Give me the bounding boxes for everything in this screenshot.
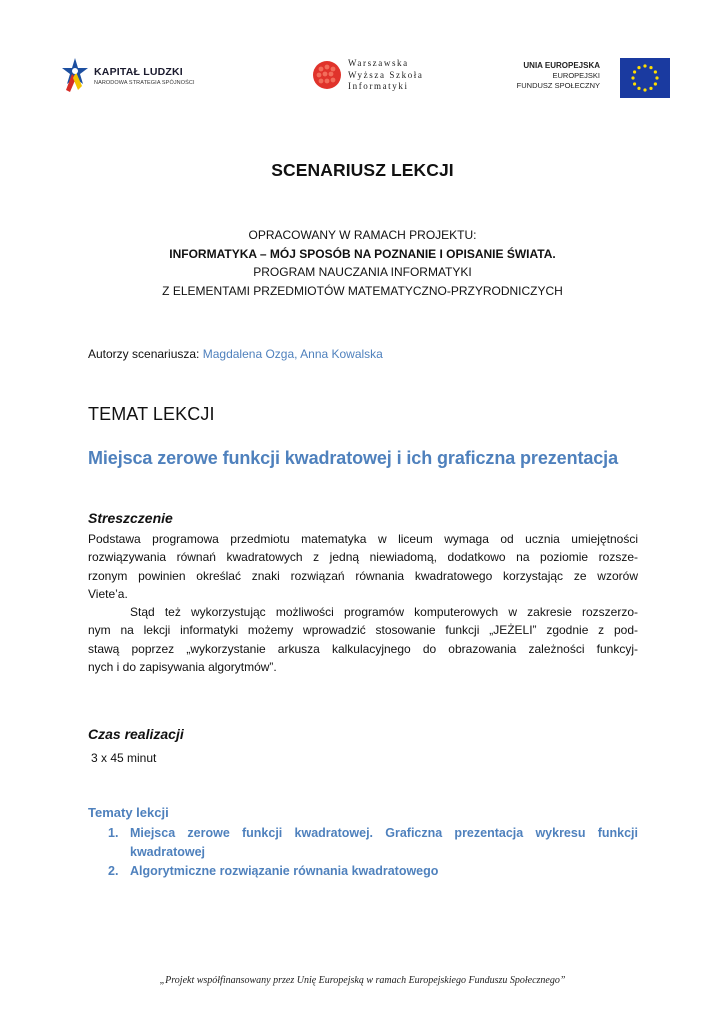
- eu-star-icon: [633, 82, 636, 85]
- lesson-item-text: [130, 862, 638, 881]
- project-line2: INFORMATYKA – MÓJ SPOSÓB NA POZNANIE I OPISANIE ŚWIATA.: [169, 246, 556, 261]
- eu-flag-icon: [620, 58, 670, 98]
- eu-star-icon: [654, 70, 657, 73]
- project-line1: OPRACOWANY W RAMACH PROJEKTU:: [248, 228, 477, 242]
- eu-star-icon: [643, 88, 646, 91]
- kapital-ludzki-logo: [60, 56, 200, 96]
- summary-p1-line: Viete’a.: [88, 587, 128, 602]
- wwsi-name-line3: Informatyki: [348, 81, 409, 91]
- eu-star-icon: [643, 64, 646, 67]
- lesson-item-line: kwadratowej: [130, 845, 206, 859]
- eu-star-icon: [637, 66, 640, 69]
- lesson-item-line: Miejsca zerowe funkcji kwadratowej. Graficzna prezentacja wykresu funkcji: [130, 826, 638, 840]
- summary-paragraph-2: [88, 603, 638, 677]
- lesson-item-number: 2.: [108, 864, 119, 878]
- project-line4: Z ELEMENTAMI PRZEDMIOTÓW MATEMATYCZNO-PRZYRODNICZYCH: [162, 283, 563, 298]
- eu-star-icon: [637, 87, 640, 90]
- wwsi-emblem-icon: [312, 60, 342, 90]
- eu-star-icon: [655, 76, 658, 79]
- eu-star-icon: [633, 70, 636, 73]
- lesson-item-1: [108, 824, 638, 864]
- eu-star-icon: [631, 76, 634, 79]
- temat-heading: TEMAT LEKCJI: [88, 404, 215, 424]
- summary-p2-line: nym na lekcji informatyki możemy wprowadzić stosowanie funkcji „JEŻELI” zgodnie z pod-: [88, 623, 638, 638]
- kapital-ludzki-subtitle: NARODOWA STRATEGIA SPÓJNOŚCI: [94, 80, 195, 86]
- authors-label: Autorzy scenariusza:: [88, 347, 200, 361]
- eu-star-icon: [649, 87, 652, 90]
- summary-p1-line: rzonym powinien określać znaki rozwiązań równania kwadratowego korzystając ze wzorów: [88, 568, 638, 583]
- summary-heading: Streszczenie: [88, 510, 173, 526]
- lesson-item-2: [108, 862, 638, 882]
- summary-paragraph-1: [88, 530, 638, 604]
- eu-logo: [510, 58, 670, 100]
- authors-names: Magdalena Ozga, Anna Kowalska: [202, 347, 383, 361]
- eu-fund-text: [517, 61, 600, 91]
- document-title: SCENARIUSZ LEKCJI: [271, 160, 454, 180]
- summary-p2-line: nych i do zapisywania algorytmów”.: [88, 660, 277, 675]
- eu-star-icon: [654, 82, 657, 85]
- lesson-item-number: 1.: [108, 826, 119, 840]
- lessons-heading: Tematy lekcji: [88, 805, 169, 820]
- summary-p2-line: Stąd też wykorzystując możliwości programów komputerowych w zakresie rozszerzo-: [130, 605, 638, 619]
- kapital-ludzki-title: KAPITAŁ LUDZKI: [94, 66, 183, 78]
- time-heading: Czas realizacji: [88, 726, 184, 742]
- summary-p2-line: stawą poprzez „wykorzystanie arkusza kalkulacyjnego do obrazowania zależności funkcyj-: [88, 641, 638, 656]
- lesson-item-text: [130, 824, 638, 862]
- lesson-item-line: Algorytmiczne rozwiązanie równania kwadratowego: [130, 864, 439, 878]
- wwsi-name-line2: Wyższa Szkoła: [348, 69, 424, 80]
- footer-note: „Projekt współfinansowany przez Unię Europejską w ramach Europejskiego Funduszu Społecznego”: [159, 975, 566, 986]
- eu-line1: UNIA EUROPEJSKA: [523, 61, 600, 70]
- wwsi-name-line1: Warszawska: [348, 58, 409, 68]
- lesson-topic: Miejsca zerowe funkcji kwadratowej i ich graficzna prezentacja: [88, 448, 618, 468]
- wwsi-logo: [312, 58, 442, 94]
- eu-line3: FUNDUSZ SPOŁECZNY: [516, 81, 600, 90]
- eu-star-icon: [649, 66, 652, 69]
- wwsi-name: [348, 58, 424, 93]
- authors: [88, 347, 383, 361]
- kapital-ludzki-star-icon: [60, 56, 90, 96]
- eu-line2: EUROPEJSKI: [552, 71, 600, 80]
- summary-p1-line: rozwiązywania równań kwadratowych z jedną niewiadomą, dodatkowo na poziomie rozsze-: [88, 550, 638, 565]
- time-value: 3 x 45 minut: [91, 751, 157, 765]
- project-line3: PROGRAM NAUCZANIA INFORMATYKI: [253, 265, 472, 279]
- summary-p1-line: Podstawa programowa przedmiotu matematyka w liceum wymaga od ucznia umiejętności: [88, 532, 638, 546]
- project-info: [0, 226, 725, 300]
